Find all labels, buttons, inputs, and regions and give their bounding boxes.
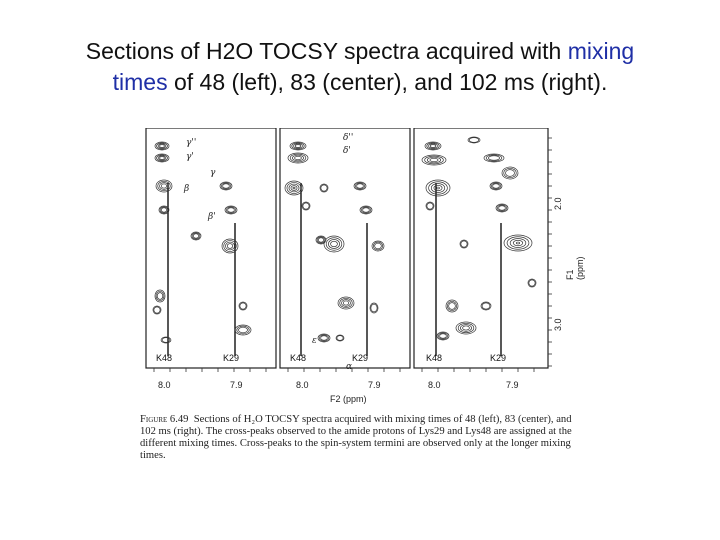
f1-tick-2: 2.0 (553, 197, 563, 210)
figure-caption (140, 414, 575, 462)
cross-peak-contour (155, 290, 165, 302)
cross-peak-contour (510, 239, 526, 248)
cross-peak-contour (437, 187, 440, 189)
cross-peak-contour (363, 208, 370, 212)
slide-title (30, 36, 690, 98)
cross-peak-contour (449, 303, 456, 310)
label-alpha: α (346, 362, 353, 372)
cross-peak-contour (157, 293, 163, 300)
cross-peak-contour (328, 240, 339, 249)
f1-axis-label: F1 (ppm) (565, 256, 585, 280)
label-delta-dd: δ'' (343, 133, 354, 143)
cross-peak-contour (227, 244, 232, 249)
cross-peak-contour (239, 327, 248, 333)
label-gamma-d: γ' (186, 152, 194, 162)
cross-peak-contour (156, 180, 172, 192)
cross-peak-contour (488, 156, 499, 160)
cross-peak-contour (160, 157, 165, 160)
caption-text: Sections of H₂O TOCSY spectra acquired with mixing times of 48 (left), 83 (center), and 102 ms (right). The cross-peaks observed to the amide protons of Lys29 and Lys48 are assigned at the different mixing times. Cross-peaks to the spin-system termini are observed only at the longer mixing times. (140, 414, 572, 461)
cross-peak-contour (161, 184, 166, 188)
cross-peak-contour (430, 158, 438, 161)
cross-peak-contour (291, 186, 297, 191)
f2-axis-label: F2 (ppm) (330, 394, 367, 404)
cross-peak-contour (463, 326, 470, 330)
panel2-tick-7-9: 7.9 (368, 380, 381, 390)
label-beta: β (184, 184, 190, 194)
cross-peak-contour (372, 241, 384, 251)
cross-peak-contour (504, 235, 532, 251)
cross-peak-contour (506, 170, 515, 177)
cross-peak-contour (240, 303, 246, 309)
title-highlight-times: times (112, 69, 168, 95)
cross-peak-contour (318, 238, 324, 242)
cross-peak-contour (371, 304, 377, 312)
cross-peak-contour (154, 307, 160, 313)
cross-peak-contour (502, 167, 518, 179)
cross-peak-contour (324, 236, 344, 252)
cross-peak-contour (338, 297, 354, 309)
cross-peak-contour (482, 303, 490, 309)
label-beta-d: β' (208, 212, 216, 222)
cross-peak-contour (288, 153, 308, 163)
cross-peak-contour (226, 242, 235, 250)
cross-peak-contour (321, 185, 327, 191)
cross-peak-contour (493, 184, 500, 188)
label-gamma-dd: γ'' (186, 138, 197, 148)
title-highlight-mixing: mixing (567, 38, 635, 64)
panel3-k48-label: K48 (426, 353, 443, 363)
label-gamma: γ (210, 168, 216, 178)
cross-peak-contour (223, 184, 230, 188)
cross-peak-contour (427, 203, 433, 209)
panel1-k29-label: K29 (223, 353, 240, 363)
cross-peak-contour (440, 334, 447, 338)
spectra-svg (138, 128, 588, 408)
panel2-k29-label: K29 (352, 353, 369, 363)
cross-peak-contour (160, 145, 165, 148)
cross-peak-contour (193, 234, 199, 238)
panel2-tick-8-0: 8.0 (296, 380, 309, 390)
cross-peak-contour (295, 156, 302, 159)
cross-peak-contour (321, 336, 328, 340)
panel1-tick-7-9: 7.9 (230, 380, 243, 390)
f1-tick-3: 3.0 (553, 318, 563, 331)
panel2-k48-label: K48 (290, 353, 307, 363)
cross-peak-contour (375, 243, 382, 249)
cross-peak-contour (228, 208, 235, 212)
label-epsilon: ε (312, 336, 317, 346)
cross-peak-contour (303, 203, 309, 209)
cross-peak-contour (513, 240, 523, 245)
panel3-tick-7-9: 7.9 (506, 380, 519, 390)
cross-peak-contour (331, 241, 338, 246)
cross-peak-contour (162, 338, 170, 343)
cross-peak-contour (161, 208, 167, 212)
cross-peak-contour (469, 138, 478, 143)
panel3-tick-8-0: 8.0 (428, 380, 441, 390)
cross-peak-contour (434, 185, 442, 190)
panel-1-frame (146, 128, 276, 368)
cross-peak-contour (295, 145, 300, 148)
caption-figure-number: Figure 6.49 (140, 414, 189, 425)
panel3-k29-label: K29 (490, 353, 507, 363)
cross-peak-contour (422, 155, 446, 165)
panel1-tick-8-0: 8.0 (158, 380, 171, 390)
title-part1: Sections of H2O TOCSY spectra acquired with (85, 38, 568, 64)
cross-peak-contour (337, 336, 343, 341)
label-delta-d: δ' (343, 146, 351, 156)
cross-peak-contour (343, 301, 348, 305)
cross-peak-contour (426, 180, 450, 196)
title-part3: of 48 (left), 83 (center), and 102 ms (right). (167, 69, 608, 95)
cross-peak-contour (431, 184, 444, 193)
panel-2-frame (280, 128, 410, 368)
cross-peak-contour (499, 206, 506, 210)
cross-peak-contour (235, 325, 251, 335)
cross-peak-contour (461, 241, 467, 247)
cross-peak-contour (446, 300, 458, 312)
cross-peak-contour (430, 145, 435, 148)
cross-peak-contour (357, 184, 364, 188)
cross-peak-contour (529, 280, 535, 286)
panel1-k48-label: K48 (156, 353, 173, 363)
cross-peak-contour (456, 322, 476, 334)
cross-peak-contour (516, 242, 519, 244)
cross-peak-contour (285, 181, 303, 195)
cross-peak-contour (289, 184, 299, 192)
cross-peak-contour (293, 187, 295, 189)
